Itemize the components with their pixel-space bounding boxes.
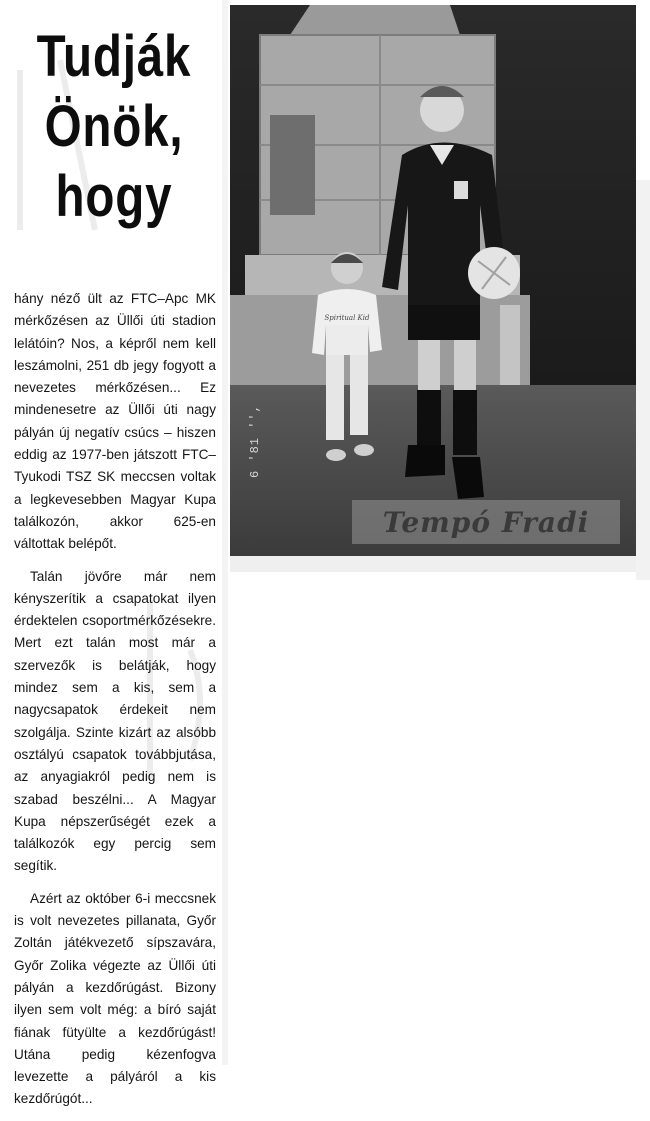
headline-line-2: Önök,	[44, 94, 184, 159]
photo-date-stamp: 6 '81 '',	[248, 404, 262, 478]
article-paragraph: Talán jövőre már nem kényszerítik a csapatokat ilyen érdektelen csoportmérkőzésekre. Mert ezt talán most már a szervezők is belátják, hogy mindez sem a kis, sem a nagycsapatok érdekeit nem szolgálja. Szinte kizárt az alsóbb osztályú csapatok továbbjutása, az anyagiakról pedig nem is szabad beszélni... A Magyar Kupa népszerűségét ezek a találkozók egy percig sem segítik.	[14, 568, 216, 874]
shirt-text: Spiritual Kid	[324, 314, 370, 322]
article-body	[14, 288, 216, 1121]
article-paragraph: Azért az október 6-i meccsnek is volt nevezetes pillanata, Győr Zoltán játékvezető sípszavára, Győr Zolika végezte az Üllői úti pályán a kezdőrúgást. Bizony ilyen sem volt még: a bíró saját fiának fütyülte a kezdőrúgást! Utána pedig kézenfogva levezette a pályáról a kis kezdőrúgót...	[14, 890, 216, 1107]
headline	[27, 22, 201, 232]
referee-and-son-photo	[230, 5, 636, 556]
headline-line-1: Tudják	[36, 24, 192, 89]
headline-line-3: hogy	[55, 164, 173, 229]
photo-bottom-strip	[230, 556, 636, 572]
article-paragraph: hány néző ült az FTC–Apc MK mérkőzésen az Üllői úti stadion lelátóin? Nos, a képről nem kell leszámolni, 251 db jegy fogyott a nevezetes mérkőzésen... Ez mindenesetre az Üllői úti nagy pályán új negatív csúcs – hiszen eddig az 1977-ben játszott FTC–Tyukodi TSZ SK meccsen voltak a legkevesebben Magyar Kupa találkozón, akkor 625-en váltottak belépőt.	[14, 291, 216, 552]
tempo-fradi-watermark: Tempó Fradi	[352, 500, 620, 544]
photo-illustration	[230, 5, 636, 556]
